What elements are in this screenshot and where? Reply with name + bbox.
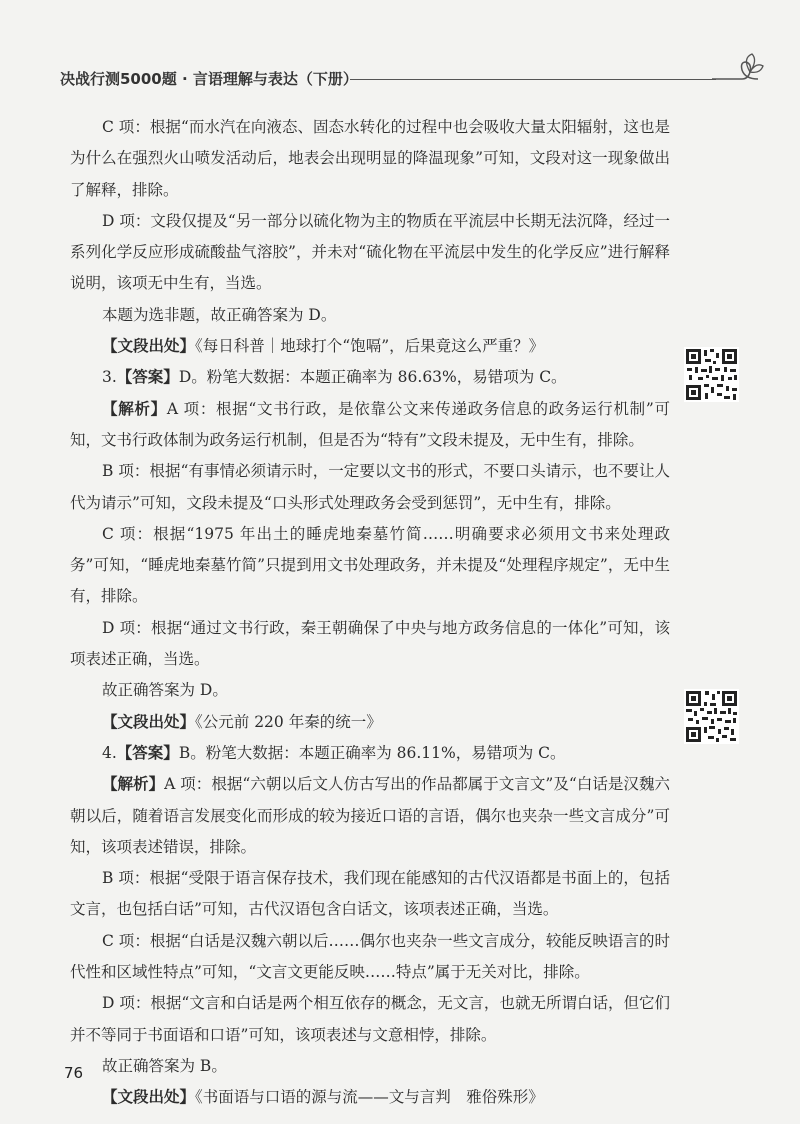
- source-tag: 【文段出处】: [102, 712, 196, 731]
- running-header: [60, 66, 772, 96]
- source-title: 《每日科普｜地球打个“饱嗝”，后果竟这么严重？》: [195, 337, 545, 356]
- answer-text: B。粉笔大数据：本题正确率为 86.11%，易错项为 C。: [178, 743, 566, 762]
- source-tag: 【文段出处】: [102, 1088, 196, 1107]
- source-line: [70, 707, 670, 738]
- answer-tag: 【答案】: [116, 743, 179, 762]
- analysis-text: A 项：根据“文书行政，是依靠公文来传递政务信息的政务运行机制”可知，文书行政体制为政务运行机制，但是否为“特有”文段未提及，无中生有，排除。: [70, 399, 670, 449]
- question-4-analysis-d: D 项：根据“文言和白话是两个相互依存的概念，无文言，也就无所谓白话，但它们并不等同于书面语和口语”可知，该项表述与文意相悖，排除。: [70, 994, 670, 1044]
- question-4-final: 故正确答案为 B。: [102, 1056, 227, 1075]
- option-c-paragraph: C 项：根据“而水汽在向液态、固态水转化的过程中也会吸收大量太阳辐射，这也是为什么在强烈火山喷发活动后，地表会出现明显的降温现象”可知，文段对这一现象做出了解释，排除。: [70, 118, 670, 199]
- header-rule: [350, 79, 716, 80]
- answer-text: D。粉笔大数据：本题正确率为 86.63%，易错项为 C。: [178, 368, 567, 387]
- source-title: 《公元前 220 年秦的统一》: [195, 712, 382, 731]
- question-4-analysis-c: C 项：根据“白话是汉魏六朝以后……偶尔也夹杂一些文言成分，较能反映语言的时代性和区域性特点”可知，“文言文更能反映……特点”属于无关对比，排除。: [70, 931, 670, 982]
- question-3-analysis-c: C 项：根据“1975 年出土的睡虎地秦墓竹简……明确要求必须用文书来处理政务”可知，“睡虎地秦墓竹简”只提到用文书处理政务，并未提及“处理程序规定”，无中生有，排除。: [70, 524, 670, 606]
- answer-line: 本题为选非题，故正确答案为 D。: [102, 305, 337, 324]
- sprout-icon: [712, 50, 764, 86]
- analysis-text: A 项：根据“六朝以后文人仿古写出的作品都属于文言文”及“白话是汉魏六朝以后，随着语言发展变化而形成的较为接近口语的言语，偶尔也夹杂一些文言成分”可知，该项表述错误，排除。: [70, 775, 670, 856]
- answer-tag: 【答案】: [116, 368, 179, 387]
- question-4-analysis-a: [70, 769, 670, 863]
- qr-code-icon[interactable]: [684, 689, 739, 744]
- question-number: 4.: [102, 743, 117, 762]
- question-4-answer: [70, 738, 670, 769]
- analysis-tag: 【解析】: [102, 775, 165, 794]
- option-d-paragraph: D 项：文段仅提及“另一部分以硫化物为主的物质在平流层中长期无法沉降，经过一系列化学反应形成硫酸盐气溶胶”，并未对“硫化物在平流层中发生的化学反应”进行解释说明，该项无中生有，当选。: [70, 211, 670, 293]
- source-line: [70, 331, 670, 362]
- question-3-analysis-a: [70, 394, 670, 457]
- question-4-analysis-b: B 项：根据“受限于语言保存技术，我们现在能感知的古代汉语都是书面上的，包括文言，也包括白话”可知，古代汉语包含白话文，该项表述正确，当选。: [70, 869, 670, 919]
- analysis-tag: 【解析】: [102, 399, 167, 418]
- page-body: [70, 112, 670, 1114]
- page-number: 76: [64, 1064, 84, 1082]
- question-3-analysis-d: D 项：根据“通过文书行政，秦王朝确保了中央与地方政务信息的一体化”可知，该项表述正确，当选。: [70, 618, 670, 669]
- question-3-analysis-b: B 项：根据“有事情必须请示时，一定要以文书的形式，不要口头请示，也不要让人代为请示”可知，文段未提及“口头形式处理政务会受到惩罚”，无中生有，排除。: [70, 462, 670, 512]
- question-3-final: 故正确答案为 D。: [102, 681, 228, 700]
- source-tag: 【文段出处】: [102, 337, 196, 356]
- source-line: [70, 1082, 670, 1113]
- book-title: 决战行测5000题 · 言语理解与表达（下册）: [60, 70, 358, 88]
- question-number: 3.: [102, 368, 117, 387]
- source-title: 《书面语与口语的源与流——文与言判 雅俗殊形》: [195, 1088, 544, 1107]
- question-3-answer: [70, 362, 670, 393]
- qr-code-icon[interactable]: [684, 347, 739, 402]
